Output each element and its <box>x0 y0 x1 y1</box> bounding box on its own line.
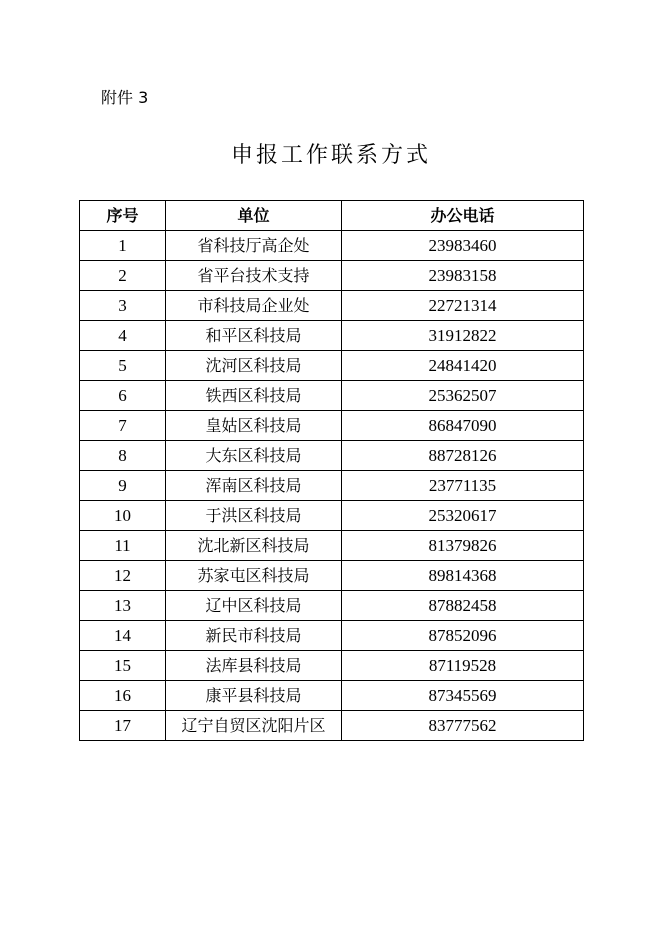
cell-phone: 25362507 <box>342 381 584 411</box>
table-row <box>80 321 584 351</box>
table-row <box>80 471 584 501</box>
table-row <box>80 351 584 381</box>
page-title: 申报工作联系方式 <box>230 143 431 168</box>
header-seq: 序号 <box>80 201 166 231</box>
cell-unit: 康平县科技局 <box>166 681 342 711</box>
cell-seq: 6 <box>80 381 166 411</box>
table-row <box>80 621 584 651</box>
cell-unit: 省科技厅高企处 <box>166 231 342 261</box>
cell-unit: 辽宁自贸区沈阳片区 <box>166 711 342 741</box>
table-row <box>80 501 584 531</box>
table-row <box>80 591 584 621</box>
cell-seq: 4 <box>80 321 166 351</box>
cell-phone: 86847090 <box>342 411 584 441</box>
cell-unit: 大东区科技局 <box>166 441 342 471</box>
cell-phone: 25320617 <box>342 501 584 531</box>
table-row <box>80 261 584 291</box>
cell-phone: 88728126 <box>342 441 584 471</box>
cell-unit: 皇姑区科技局 <box>166 411 342 441</box>
cell-seq: 5 <box>80 351 166 381</box>
table-row <box>80 381 584 411</box>
cell-phone: 23983158 <box>342 261 584 291</box>
cell-phone: 31912822 <box>342 321 584 351</box>
cell-phone: 89814368 <box>342 561 584 591</box>
cell-unit: 辽中区科技局 <box>166 591 342 621</box>
cell-unit: 苏家屯区科技局 <box>166 561 342 591</box>
cell-seq: 16 <box>80 681 166 711</box>
table-body <box>80 231 584 741</box>
table-row <box>80 711 584 741</box>
cell-phone: 23771135 <box>342 471 584 501</box>
contact-table <box>79 200 584 741</box>
attachment-label: 附件 3 <box>101 88 149 107</box>
cell-seq: 10 <box>80 501 166 531</box>
cell-unit: 于洪区科技局 <box>166 501 342 531</box>
cell-phone: 87852096 <box>342 621 584 651</box>
cell-phone: 83777562 <box>342 711 584 741</box>
cell-unit: 沈河区科技局 <box>166 351 342 381</box>
cell-seq: 13 <box>80 591 166 621</box>
cell-unit: 沈北新区科技局 <box>166 531 342 561</box>
header-unit: 单位 <box>166 201 342 231</box>
cell-phone: 22721314 <box>342 291 584 321</box>
cell-seq: 17 <box>80 711 166 741</box>
cell-phone: 81379826 <box>342 531 584 561</box>
cell-seq: 9 <box>80 471 166 501</box>
cell-seq: 12 <box>80 561 166 591</box>
cell-seq: 15 <box>80 651 166 681</box>
cell-seq: 8 <box>80 441 166 471</box>
cell-seq: 1 <box>80 231 166 261</box>
cell-unit: 浑南区科技局 <box>166 471 342 501</box>
cell-phone: 87345569 <box>342 681 584 711</box>
table-header-row <box>80 201 584 231</box>
cell-seq: 7 <box>80 411 166 441</box>
cell-unit: 铁西区科技局 <box>166 381 342 411</box>
cell-phone: 24841420 <box>342 351 584 381</box>
cell-phone: 87119528 <box>342 651 584 681</box>
cell-seq: 11 <box>80 531 166 561</box>
cell-unit: 市科技局企业处 <box>166 291 342 321</box>
table-row <box>80 681 584 711</box>
cell-phone: 23983460 <box>342 231 584 261</box>
table-row <box>80 441 584 471</box>
cell-phone: 87882458 <box>342 591 584 621</box>
header-phone: 办公电话 <box>342 201 584 231</box>
cell-unit: 和平区科技局 <box>166 321 342 351</box>
table-row <box>80 231 584 261</box>
table-row <box>80 561 584 591</box>
cell-seq: 3 <box>80 291 166 321</box>
table-row <box>80 291 584 321</box>
cell-unit: 法库县科技局 <box>166 651 342 681</box>
table-row <box>80 531 584 561</box>
cell-unit: 新民市科技局 <box>166 621 342 651</box>
cell-unit: 省平台技术支持 <box>166 261 342 291</box>
table-row <box>80 411 584 441</box>
cell-seq: 14 <box>80 621 166 651</box>
table-row <box>80 651 584 681</box>
cell-seq: 2 <box>80 261 166 291</box>
